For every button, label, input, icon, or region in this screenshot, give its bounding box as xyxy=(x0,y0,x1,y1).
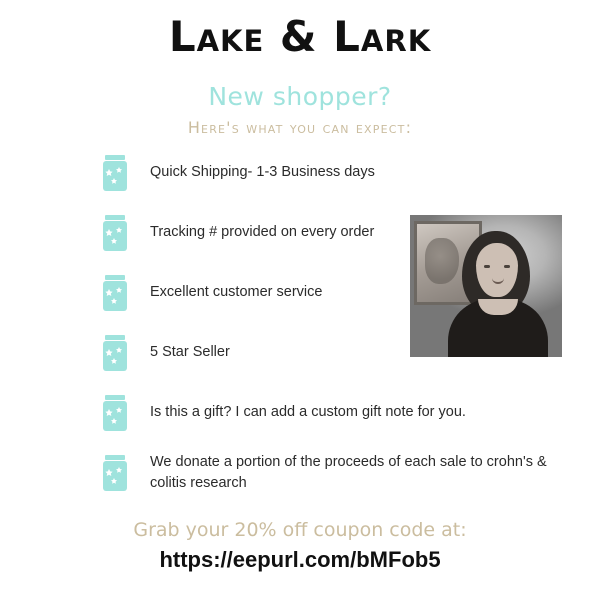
mason-jar-icon xyxy=(100,393,130,433)
person-face xyxy=(476,243,518,297)
list-item xyxy=(100,385,560,441)
owner-photo xyxy=(410,215,562,357)
list-item-label: Is this a gift? I can add a custom gift note for you. xyxy=(150,404,466,421)
list-item-label: Tracking # provided on every order xyxy=(150,224,375,241)
list-item-label: Excellent customer service xyxy=(150,284,323,301)
brand-title: Lake & Lark xyxy=(168,12,432,61)
coupon-text: Grab your 20% off coupon code at: xyxy=(133,519,467,541)
mason-jar-icon xyxy=(100,213,130,253)
mason-jar-icon xyxy=(100,273,130,313)
coupon-url[interactable]: https://eepurl.com/bMFob5 xyxy=(159,547,441,572)
tagline: Here's what you can expect: xyxy=(187,118,413,137)
list-item-label: We donate a portion of the proceeds of each sale to crohn's & colitis research xyxy=(150,453,547,491)
mason-jar-icon xyxy=(100,333,130,373)
subtitle: New shopper? xyxy=(208,82,392,111)
mason-jar-icon xyxy=(100,453,130,493)
list-item-label: Quick Shipping- 1-3 Business days xyxy=(150,164,375,181)
list-item-label: 5 Star Seller xyxy=(150,344,230,361)
mason-jar-icon xyxy=(100,153,130,193)
list-item xyxy=(100,445,560,501)
list-item xyxy=(100,145,560,201)
